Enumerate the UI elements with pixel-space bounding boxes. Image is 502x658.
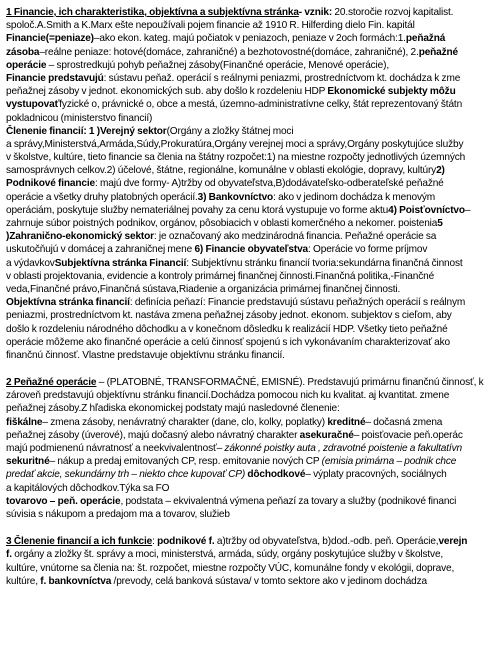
body-text: zahrnuje súbor poistných podnikov, orgánov, pôsobiacich v oblasti komerčného a nekomer. poistenia: [6, 218, 438, 229]
italic-text: (emisia primárna – podnik chce: [321, 456, 457, 468]
section-gap: [6, 521, 500, 535]
section-heading: 3 Členenie financií a ich funkcie: [6, 536, 153, 548]
text-line: [6, 204, 500, 217]
text-line: [6, 416, 500, 429]
bold-term: 4) Poisťovníctvo: [388, 204, 465, 216]
text-line: [6, 164, 500, 177]
bold-term: Subjektívna stránka Financií: [54, 257, 187, 269]
text-line: [6, 230, 500, 243]
text-line: [6, 296, 500, 309]
bold-term: 3) Bankovníctvo: [197, 191, 274, 203]
bold-term: 6) Financie obyvateľstva: [194, 244, 309, 256]
body-text: –: [464, 204, 471, 216]
body-text: 20.storočie rozvoj kapitalist.: [332, 7, 454, 18]
bold-term: peňažné: [418, 46, 459, 58]
bold-term: Podnikové financie: [6, 178, 95, 190]
text-line: [6, 85, 500, 98]
text-line: [6, 270, 500, 283]
body-text: a výdavkov: [6, 257, 55, 269]
text-line: [6, 482, 500, 495]
body-text: – nákup a predaj emitovaných CP, resp. emitovanie nových CP: [49, 456, 322, 468]
bold-term: Objektívna stránka financií: [6, 297, 130, 309]
text-line: [6, 19, 500, 32]
body-text: peňažnej zásoby (úverové), majú dočasný alebo návratný charakter: [6, 429, 300, 441]
text-line: [6, 548, 500, 561]
text-line: [6, 257, 500, 270]
body-text: – poisťovacie peň.operác: [353, 429, 463, 441]
text-line: [6, 177, 500, 190]
body-text: a)tržby od obyvateľstva, b)dod.-odb. peň. Operácie,: [214, 536, 439, 548]
text-line: [6, 535, 500, 548]
italic-text: zákonné poistky auta , zdravotné poistenie a fakultatívn: [224, 443, 462, 454]
body-text: : je označovaný ako medzinárodná financia. Peňažné operácie sa: [153, 231, 437, 243]
bold-term: )Zahranično-ekonomický sektor: [6, 231, 154, 243]
bold-term: peňažná: [405, 33, 446, 45]
body-text: v oblasti projektovania, evidencie a kontroly primárnej finančnej činnosti.Finančná politika,-Finančné: [6, 270, 435, 282]
body-text: kultúre,: [6, 575, 41, 587]
text-line: [6, 349, 500, 362]
body-text: :: [152, 536, 158, 548]
body-text: majú podmienenú návratnosť a neekvivalentnosť–: [6, 443, 225, 454]
bold-term: 2): [436, 165, 445, 177]
body-text: orgány a zložky št. správy a moci, ministerstvá, armáda, súdy, orgány poskytujúce služby v školstve,: [11, 549, 444, 561]
body-text: : majú dve formy- A)tržby od obyvateľstva,B)dodávateľsko-odberateľské peňažné: [95, 178, 444, 190]
body-text: súvisia s nákupom a predajom ma a tovarov, služieb: [6, 508, 230, 520]
body-text: – zmena zásoby, nenávratný charakter (dane, clo, kolky, poplatky): [42, 416, 328, 428]
body-text: operácie môžeme ako finančné operácie a celú činnosť spojenú s ich vykonávaním charakterizovať ako: [6, 336, 451, 348]
body-text: –reálne peniaze: hotové(domáce, zahraničné) a bezhotovostné(domáce, zahraničné), 2.: [39, 46, 419, 58]
body-text: kultúre, vnútorne sa členia na: št. rozpočet, miestne rozpočty VÚC, komunálne fondy v ekológii, doprave,: [6, 562, 455, 574]
text-line: [6, 575, 500, 588]
bold-term: sekuritné: [6, 456, 50, 468]
text-line: [6, 376, 500, 389]
text-line: [6, 283, 500, 296]
body-text: : sústavu peňaž. operácií s reálnymi peniazmi, prostredníctvom kt. dochádza k zme: [103, 72, 461, 84]
text-line: [6, 429, 500, 442]
body-text: peniazmi, prostredníctvom kt. nastáva zmena peňažnej zásoby jednot. ekonom. subjektov s cieľom, aby: [6, 310, 452, 322]
section-heading: 1 Financie, ich charakteristika, objektívna a subjektívna stránka: [6, 7, 299, 18]
section-heading: 2 Peňažné operácie: [6, 377, 97, 389]
italic-text: predať akcie, sekundárny trh – niekto chce kupovať CP): [6, 469, 246, 481]
bold-term: zásoba: [6, 46, 40, 58]
body-text: a správy,Ministerstvá,Armáda,Súdy,Prokuratúra,Orgány verejnej moci a správy,Orgány poskytujúce služby: [6, 138, 464, 150]
text-line: [6, 323, 500, 336]
body-text: samosprávnych celkov.2) účelové, štátne, regionálne, komunálne v oblasti ekológie, dopravy, kultúry: [6, 165, 437, 177]
bold-term: fiškálne: [6, 416, 43, 428]
bold-term: dôchodkové: [245, 469, 306, 481]
bold-term: kreditné: [327, 416, 366, 428]
text-line: [6, 402, 500, 415]
body-text: v školstve, kultúre, tieto financie sa členia na štátny rozpočet:1) na miestne rozpočty jednotlivých územných: [6, 152, 466, 164]
bold-term: f.: [6, 549, 12, 561]
text-line: [6, 125, 500, 138]
text-line: [6, 46, 500, 59]
body-text: zároveň predstavujú objektívnu stránku financií.Dochádza pomocou nich ku kvalitat. aj kvantitat. zmene: [6, 390, 450, 402]
bold-term: tovarovo – peň. operácie: [6, 495, 121, 507]
body-text: a kapitálových dôchodkov.Týka sa FO: [6, 482, 170, 494]
text-line: [6, 508, 500, 521]
text-line: [6, 468, 500, 481]
body-text: – sprostredkujú pohyb peňažnej zásoby(Finančné operácie, Menové operácie),: [46, 59, 389, 71]
body-text: –ako ekon. kateg. majú počiatok v peniazoch, peniaze v 2och formách:1.: [93, 33, 406, 45]
text-line: [6, 442, 500, 455]
text-line: [6, 59, 500, 72]
text-line: [6, 72, 500, 85]
section-gap: [6, 362, 500, 376]
bold-term: f. bankovníctva: [40, 575, 112, 587]
text-line: [6, 151, 500, 164]
bold-term: 5: [437, 218, 443, 229]
text-line: [6, 495, 500, 508]
body-text: : Subjektívnu stránku financií tvoria:sekundárna finančná činnost: [186, 257, 463, 269]
text-line: [6, 191, 500, 204]
body-text: uskutočňujú v domácej a zahraničnej mene: [6, 244, 195, 256]
bold-term: Ekonomické subjekty môžu: [327, 86, 456, 98]
bold-term: vystupovať: [6, 99, 60, 111]
body-text: veda,Finančné právo,Finančná sústava,Riadenie a organizácia primárnej finančnej činnosti.: [6, 283, 401, 295]
body-text: : Operácie vo forme príjmov: [308, 244, 428, 256]
body-text: – výplaty pracovných, sociálnych: [305, 469, 447, 481]
body-text: peňažnej zásoby.Z hľadiska ekonomickej podstaty majú nasledovné členenie:: [6, 403, 340, 415]
body-text: spoloč.A.Smith a K.Marx ešte nepoužívali pojem financie až 1910 R. Hilferding dielo Fin. kapitál: [6, 20, 415, 32]
body-text: operácie a všetky druhy platobných operácií.: [6, 191, 198, 203]
body-text: – dočasná zmena: [365, 416, 443, 428]
bold-term: operácie: [6, 59, 47, 71]
text-line: [6, 98, 500, 111]
text-line: [6, 336, 500, 349]
text-line: [6, 243, 500, 256]
bold-term: Financie(=peniaze): [6, 33, 94, 45]
text-line: [6, 112, 500, 125]
document-page: [6, 6, 500, 588]
body-text: pokladnicou (ministerstvo financií): [6, 112, 153, 124]
text-line: [6, 6, 500, 19]
text-line: [6, 309, 500, 322]
text-line: [6, 389, 500, 402]
body-text: fyzické o, právnické o, obce a mestá, územno-administratívne celky, štát reprezentovaný štátn: [59, 99, 463, 111]
text-line: [6, 455, 500, 468]
body-text: (Orgány a zložky štátnej moci: [166, 125, 294, 137]
body-text: finančnú činnosť. Vlastne predstavuje objektívnu stránku financií.: [6, 349, 285, 361]
text-line: [6, 562, 500, 575]
bold-term: verejn: [438, 536, 468, 548]
body-text: : ako v jedinom dochádza k menovým: [273, 191, 436, 203]
body-text: : definícia peňazí: Financie predstavujú sústavu peňažných operácií s reálnym: [129, 297, 466, 309]
bold-term: Členenie financií: 1 )Verejný sektor: [6, 125, 167, 137]
body-text: peňažnej zásoby v jednot. ekonomických sub. aby došlo k rozdeleniu HDP: [6, 86, 328, 98]
body-text: došlo k rozdeleniu národného dôchodku a v konečnom dôsledku k realizácií HDP. Všetky tieto peňažné: [6, 323, 448, 335]
text-line: [6, 217, 500, 230]
text-line: [6, 138, 500, 151]
bold-term: - vznik:: [298, 7, 333, 18]
bold-term: asekuračné: [299, 429, 354, 441]
body-text: , podstata – ekvivalentná výmena peňazí za tovary a služby (podnikové financi: [120, 495, 457, 507]
bold-term: Financie predstavujú: [6, 72, 104, 84]
body-text: operáciám, poskytuje služby nemateriálnej povahy za cenu ktorá vystupuje vo forme aktu: [6, 204, 389, 216]
body-text: – (PLATOBNÉ, TRANSFORMAČNÉ, EMISNÉ). Predstavujú primárnu finančnú činnosť, k: [96, 377, 484, 389]
text-line: [6, 32, 500, 45]
body-text: /prevody, celá banková sústava/ v tomto sektore ako v jedinom dochádza: [111, 575, 427, 587]
bold-term: podnikové f.: [157, 536, 215, 548]
